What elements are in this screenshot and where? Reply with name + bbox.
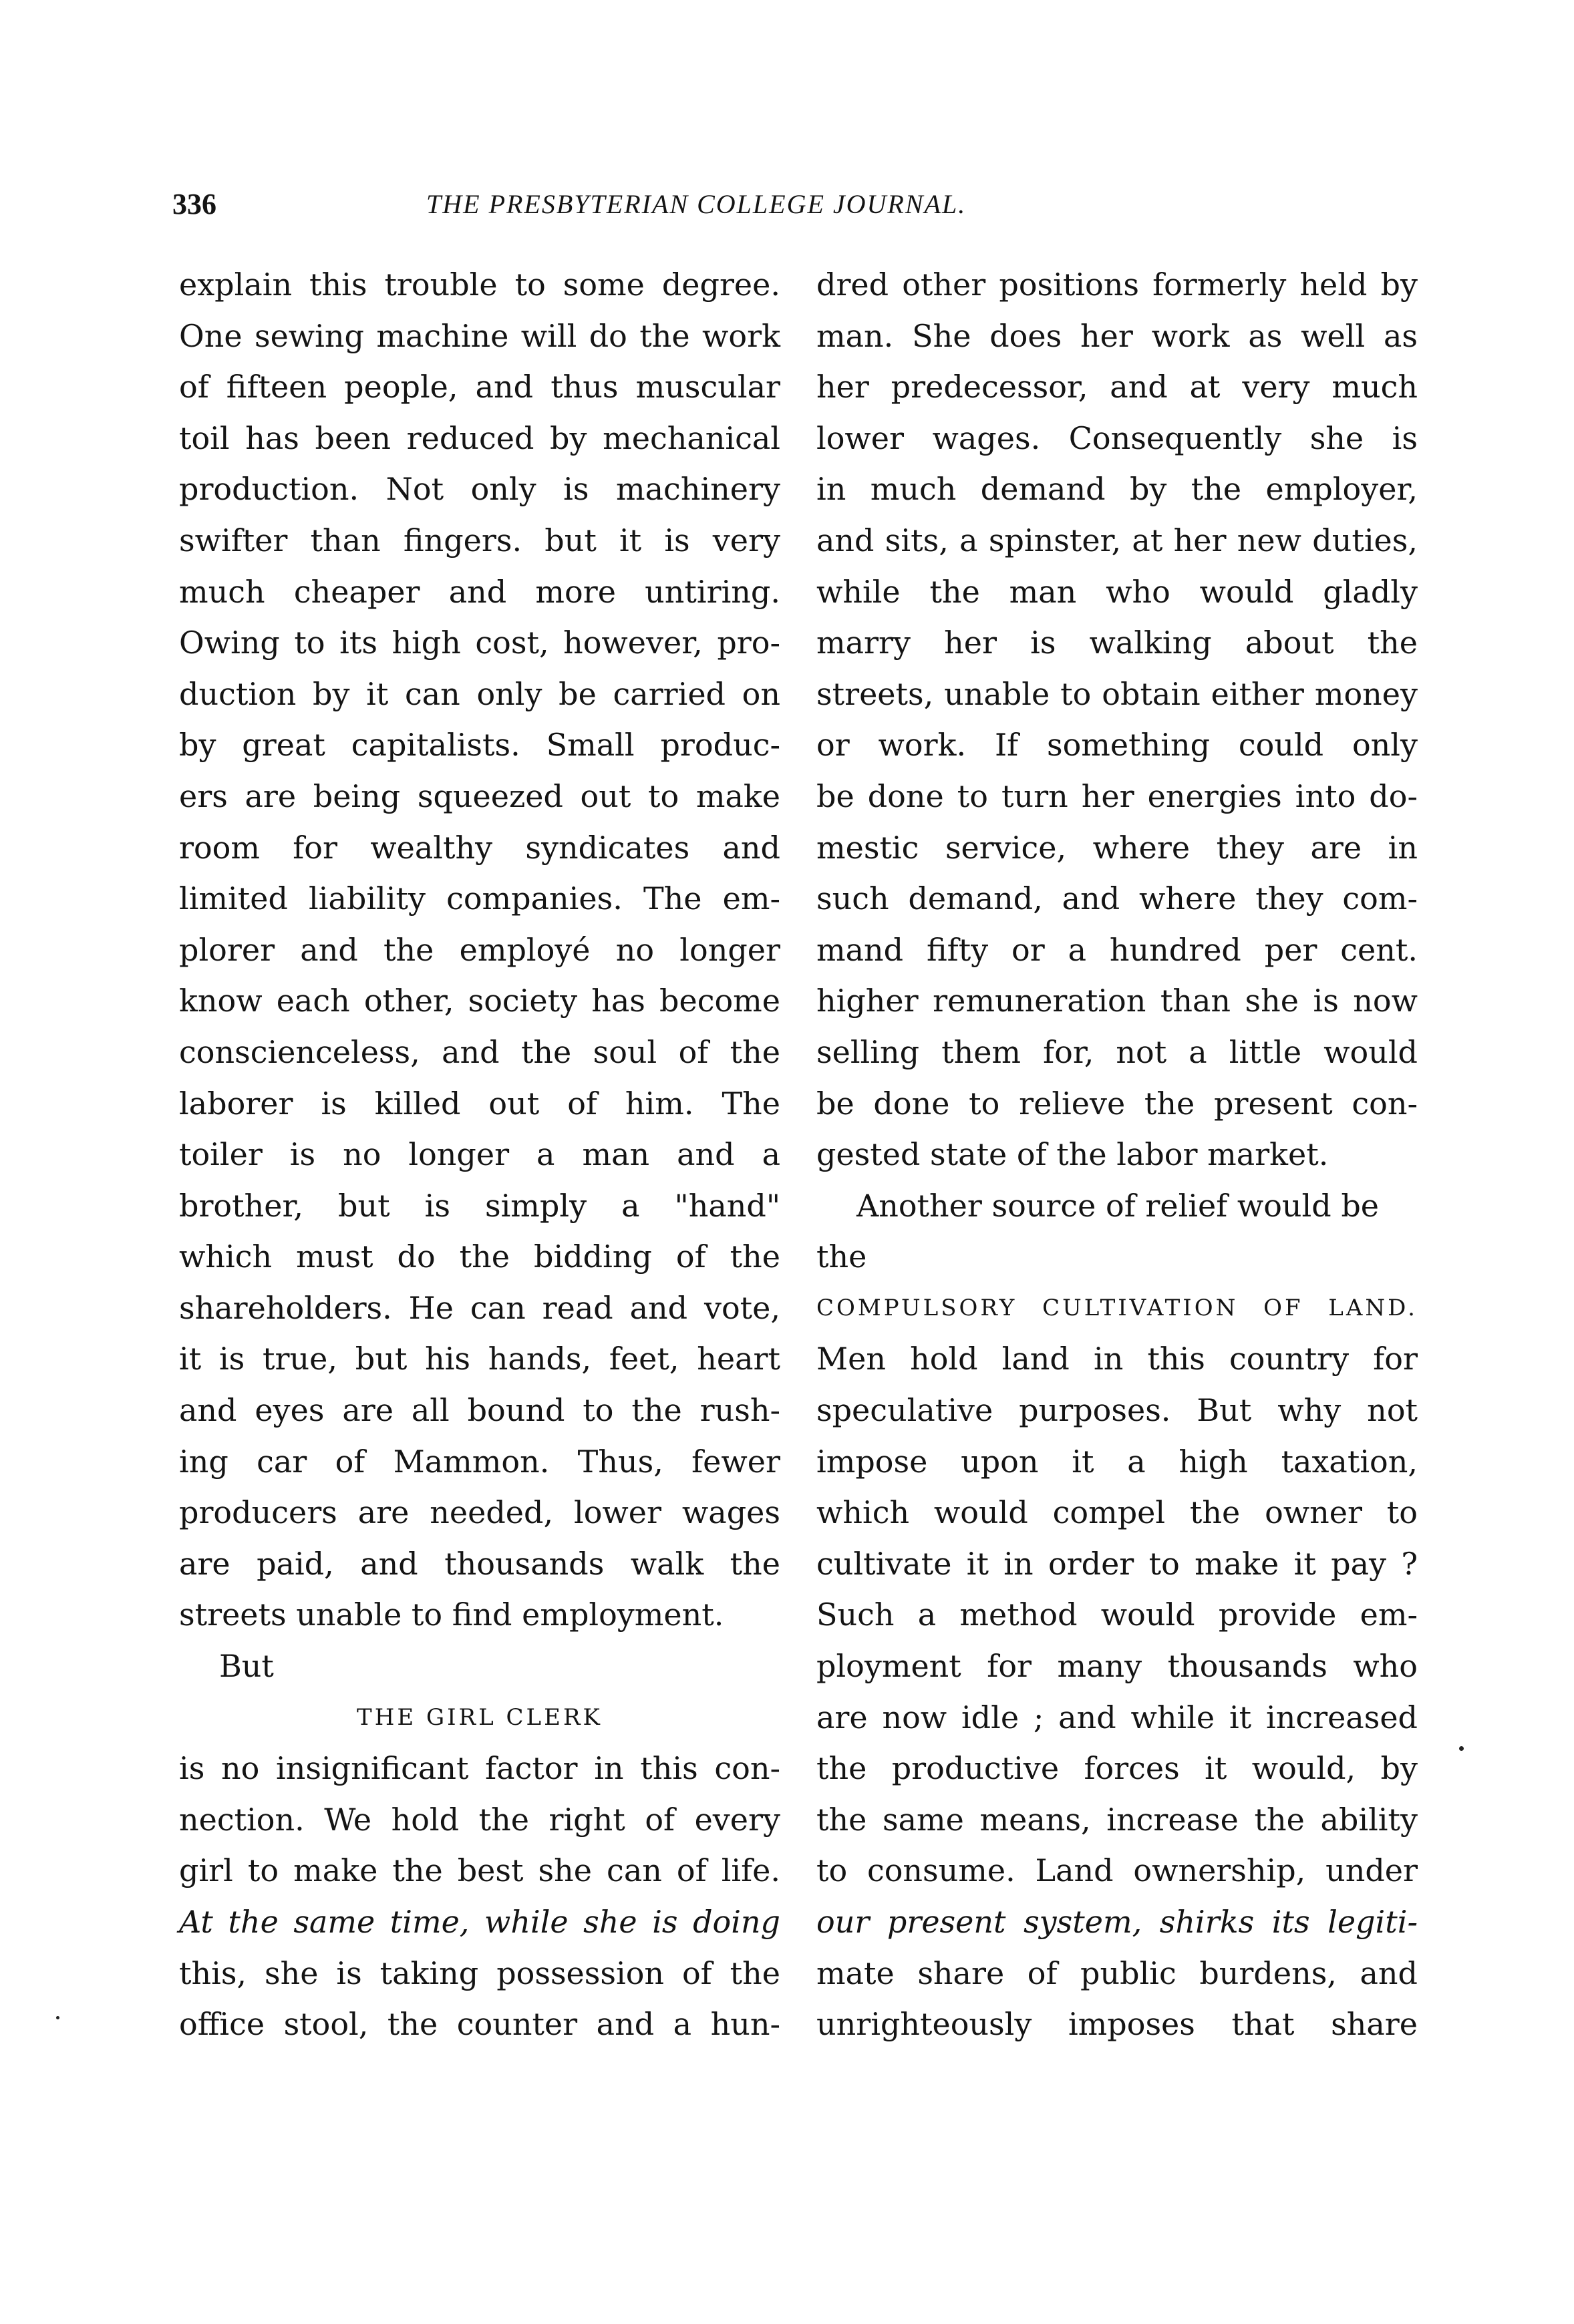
- text-line: marry her is walking about the: [816, 625, 1418, 661]
- text-line: At the same time, while she is doing: [179, 1904, 780, 1940]
- text-line: know each other, society has become: [179, 983, 780, 1019]
- text-line: and eyes are all bound to the rush-: [179, 1392, 780, 1429]
- text-line: much cheaper and more untiring.: [179, 573, 780, 610]
- text-line: explain this trouble to some degree.: [179, 267, 780, 303]
- text-line: toil has been reduced by mechanical: [179, 420, 780, 456]
- text-line: unrighteously imposes that share: [816, 2006, 1418, 2043]
- page-header: [172, 187, 1195, 227]
- text-line: Owing to its high cost, however, pro-: [179, 625, 780, 661]
- text-line: duction by it can only be carried on: [179, 675, 780, 712]
- text-line: conscienceless, and the soul of the: [179, 1033, 780, 1070]
- text-line: ployment for many thousands who: [816, 1648, 1418, 1685]
- text-line: production. Not only is machinery: [179, 471, 780, 508]
- text-line: which must do the bidding of the: [179, 1238, 780, 1275]
- text-line: which would compel the owner to: [816, 1494, 1418, 1531]
- text-line: speculative purposes. But why not: [816, 1392, 1418, 1429]
- text-line: Another source of relief would be: [856, 1187, 1379, 1224]
- text-line: shareholders. He can read and vote,: [179, 1289, 780, 1326]
- text-line: is no insignificant factor in this con-: [179, 1750, 780, 1787]
- text-line: producers are needed, lower wages: [179, 1494, 780, 1531]
- text-line: impose upon it a high taxation,: [816, 1443, 1418, 1480]
- text-line: the productive forces it would, by: [816, 1750, 1418, 1787]
- text-line: or work. If something could only: [816, 727, 1418, 764]
- text-line: be done to turn her energies into do-: [816, 778, 1418, 814]
- text-line: lower wages. Consequently she is: [816, 420, 1418, 456]
- text-line: One sewing machine will do the work: [179, 317, 780, 354]
- text-line: her predecessor, and at very much: [816, 369, 1418, 405]
- text-line: in much demand by the employer,: [816, 471, 1418, 508]
- text-line: are paid, and thousands walk the: [179, 1545, 780, 1582]
- text-line: ing car of Mammon. Thus, fewer: [179, 1443, 780, 1480]
- text-line: Men hold land in this country for: [816, 1341, 1418, 1377]
- print-speck: [56, 2016, 59, 2019]
- text-line: the: [816, 1238, 867, 1275]
- text-line: nection. We hold the right of every: [179, 1801, 780, 1838]
- text-line: ers are being squeezed out to make: [179, 778, 780, 814]
- text-line: toiler is no longer a man and a: [179, 1136, 780, 1173]
- page-number: 336: [172, 188, 216, 220]
- text-line: man. She does her work as well as: [816, 317, 1418, 354]
- text-line: selling them for, not a little would: [816, 1033, 1418, 1070]
- text-line: gested state of the labor market.: [816, 1136, 1329, 1173]
- text-line: cultivate it in order to make it pay ?: [816, 1545, 1418, 1582]
- section-heading: THE GIRL CLERK: [357, 1703, 603, 1731]
- text-line: and sits, a spinster, at her new duties,: [816, 522, 1418, 558]
- text-line: to consume. Land ownership, under: [816, 1852, 1418, 1889]
- text-line: laborer is killed out of him. The: [179, 1085, 780, 1122]
- text-line: mate share of public burdens, and: [816, 1955, 1418, 1991]
- text-line: streets, unable to obtain either money: [816, 675, 1418, 712]
- text-line: dred other positions formerly held by: [816, 267, 1418, 303]
- right-column: [816, 259, 1418, 2050]
- text-line: it is true, but his hands, feet, heart: [179, 1341, 780, 1377]
- text-line: while the man who would gladly: [816, 573, 1418, 610]
- text-line: the same means, increase the ability: [816, 1801, 1418, 1838]
- text-line: of fifteen people, and thus muscular: [179, 369, 780, 405]
- text-line: Such a method would provide em-: [816, 1597, 1418, 1633]
- text-line: office stool, the counter and a hun-: [179, 2006, 780, 2043]
- text-line: this, she is taking possession of the: [179, 1955, 780, 1991]
- text-line: such demand, and where they com-: [816, 880, 1418, 917]
- text-line: girl to make the best she can of life.: [179, 1852, 780, 1889]
- text-line: limited liability companies. The em-: [179, 880, 780, 917]
- running-head: THE PRESBYTERIAN COLLEGE JOURNAL.: [426, 189, 967, 219]
- text-line: mestic service, where they are in: [816, 829, 1418, 866]
- text-line: be done to relieve the present con-: [816, 1085, 1418, 1122]
- text-line: mand fifty or a hundred per cent.: [816, 931, 1418, 968]
- text-line: But: [219, 1648, 274, 1685]
- text-line: are now idle ; and while it increased: [816, 1699, 1418, 1735]
- section-heading: COMPULSORY CULTIVATION OF LAND.: [816, 1294, 1418, 1321]
- text-line: swifter than fingers. but it is very: [179, 522, 780, 558]
- left-column: [179, 259, 780, 2050]
- text-line: higher remuneration than she is now: [816, 983, 1418, 1019]
- text-line: by great capitalists. Small produc-: [179, 727, 780, 764]
- text-line: plorer and the employé no longer: [179, 931, 780, 968]
- text-line: streets unable to find employment.: [179, 1597, 724, 1633]
- text-line: brother, but is simply a "hand": [179, 1187, 780, 1224]
- text-line: our present system, shirks its legiti-: [816, 1904, 1418, 1940]
- text-line: room for wealthy syndicates and: [179, 829, 780, 866]
- print-speck: [1459, 1746, 1464, 1751]
